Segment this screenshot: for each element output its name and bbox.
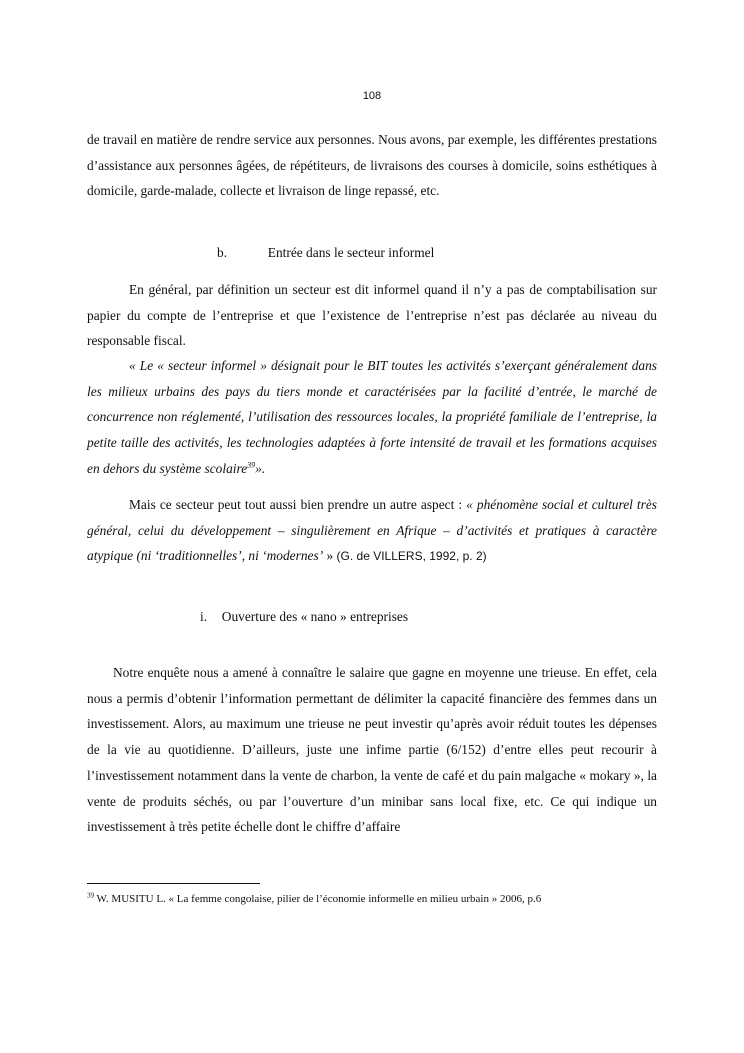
aspect-quote: « phénomène social et culturel très général, celui du développement – singulièrement en Afrique – d’activités et pratiques à caractère atypique (ni ‘traditionnelles’, ni ‘modernes’ (87, 497, 657, 564)
heading-title: Ouverture des « nano » entreprises (221, 609, 409, 624)
paragraph-survey: Notre enquête nous a amené à connaître le salaire que gagne en moyenne une trieuse. En effet, cela nous a permis d’obtenir l’information permettant de délimiter la capacité financière des femmes dans un investissement. Alors, au maximum une trieuse ne peut investir qu’après avoir réduit toutes les dépenses de la vie au quotidienne. D’ailleurs, juste une infime partie (6/152) d’entre elles peut recourir à l’investissement notamment dans la vente de charbon, la vente de café et du pain malgache « mokary », la vente de produits séchés, ou par l’ouverture d’un minibar sans local fixe, etc. Ce qui indique un investissement à très petite échelle dont le chiffre d’affaire (87, 665, 657, 835)
footnote-ref: 39 (247, 460, 256, 470)
paragraph-definition: En général, par définition un secteur est dit informel quand il n’y a pas de comptabilisation sur papier du compte de l’entreprise et que l’existence de l’entreprise n’est pas déclarée au niveau du responsable fiscal. (87, 282, 657, 349)
paragraph-intro: de travail en matière de rendre service aux personnes. Nous avons, par exemple, les différentes prestations d’assistance aux personnes âgées, de répétiteurs, de livraisons des courses à domicile, soins esthétiques à domicile, garde-malade, collecte et livraison de linge repassé, etc. (87, 132, 657, 199)
quote-bit (87, 353, 657, 482)
footnote (87, 892, 667, 906)
heading-marker: i. (200, 609, 208, 624)
paragraph-aspect (87, 492, 657, 570)
aspect-citation: (G. de VILLERS, 1992, p. 2) (333, 549, 487, 564)
section-heading-b (217, 243, 434, 263)
footnote-text: W. MUSITU L. « La femme congolaise, pilier de l’économie informelle en milieu urbain » 2006, p.6 (94, 893, 542, 905)
footnote-number: 39 (87, 891, 94, 900)
heading-marker: b. (217, 245, 228, 260)
quote-text: « Le « secteur informel » désignait pour le BIT toutes les activités s’exerçant généralement dans les milieux urbains des pays du tiers monde et caractérisées par la facilité d’entrée, le marché de concurrence non réglementé, l’utilisation des ressources locales, la propriété familiale de l’entreprise, la petite taille des activités, les technologies adaptées à forte intensité de travail et les formations acquises en dehors du système scolaire (87, 358, 657, 476)
aspect-quote-end: » (323, 548, 334, 564)
footnote-divider (87, 883, 260, 884)
aspect-lead: Mais ce secteur peut tout aussi bien prendre un autre aspect : (129, 497, 467, 512)
quote-end: ». (255, 460, 266, 476)
heading-title: Entrée dans le secteur informel (267, 245, 435, 260)
page-number: 108 (362, 90, 382, 102)
section-heading-i (200, 607, 408, 627)
